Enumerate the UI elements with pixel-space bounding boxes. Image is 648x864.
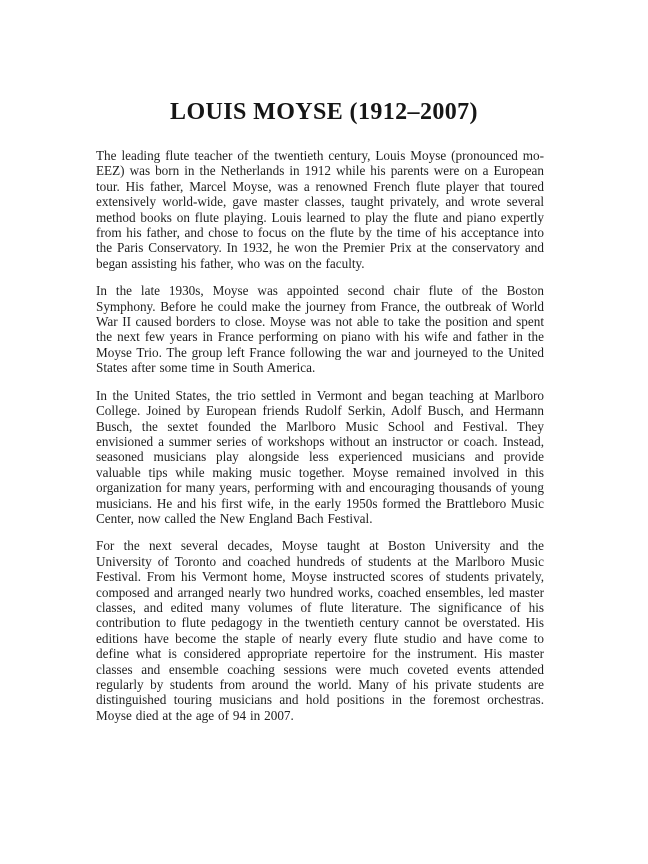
paragraph-early-life: The leading flute teacher of the twentieth century, Louis Moyse (pronounced mo-EEZ) was born in the Netherlands in 1912 while his parents were on a European tour. His father, Marcel Moyse, was a renowned French flute player that toured extensively world-wide, gave master classes, taught privately, and wrote several method books on flute playing. Louis learned to play the flute and piano expertly from his father, and chose to focus on the flute by the time of his acceptance into the Paris Conservatory. In 1932, he won the Premier Prix at the conservatory and began assisting his father, who was on the faculty. xyxy=(96,148,544,271)
paragraph-teaching-legacy: For the next several decades, Moyse taught at Boston University and the University of Toronto and coached hundreds of students at the Marlboro Music Festival. From his Vermont home, Moyse instructed scores of students privately, composed and arranged nearly two hundred works, coached ensembles, led master classes, and edited many volumes of flute literature. The significance of his contribution to flute pedagogy in the twentieth century cannot be overstated. His editions have become the staple of nearly every flute studio and have come to define what is considered appropriate repertoire for the instrument. His master classes and ensemble coaching sessions were much coveted events attended regularly by students from around the world. Many of his private students are distinguished touring musicians and hold positions in the foremost orchestras. Moyse died at the age of 94 in 2007. xyxy=(96,538,544,723)
paragraph-boston-symphony-wwii: In the late 1930s, Moyse was appointed second chair flute of the Boston Symphony. Before he could make the journey from France, the outbreak of World War II caused borders to close. Moyse was not able to take the position and spent the next few years in France performing on piano with his wife and father in the Moyse Trio. The group left France following the war and journeyed to the United States after some time in South America. xyxy=(96,283,544,376)
paragraph-marlboro-vermont: In the United States, the trio settled in Vermont and began teaching at Marlboro College. Joined by European friends Rudolf Serkin, Adolf Busch, and Hermann Busch, the sextet founded the Marlboro Music School and Festival. They envisioned a summer series of workshops without an instructor or coach. Instead, seasoned musicians play alongside less experienced musicians and provide valuable tips while making music together. Moyse remained involved in this organization for many years, performing with and encouraging thousands of young musicians. He and his first wife, in the early 1950s formed the Brattleboro Music Center, now called the New England Bach Festival. xyxy=(96,387,544,526)
biography-article xyxy=(96,148,544,723)
page-title: LOUIS MOYSE (1912–2007) xyxy=(170,99,478,125)
